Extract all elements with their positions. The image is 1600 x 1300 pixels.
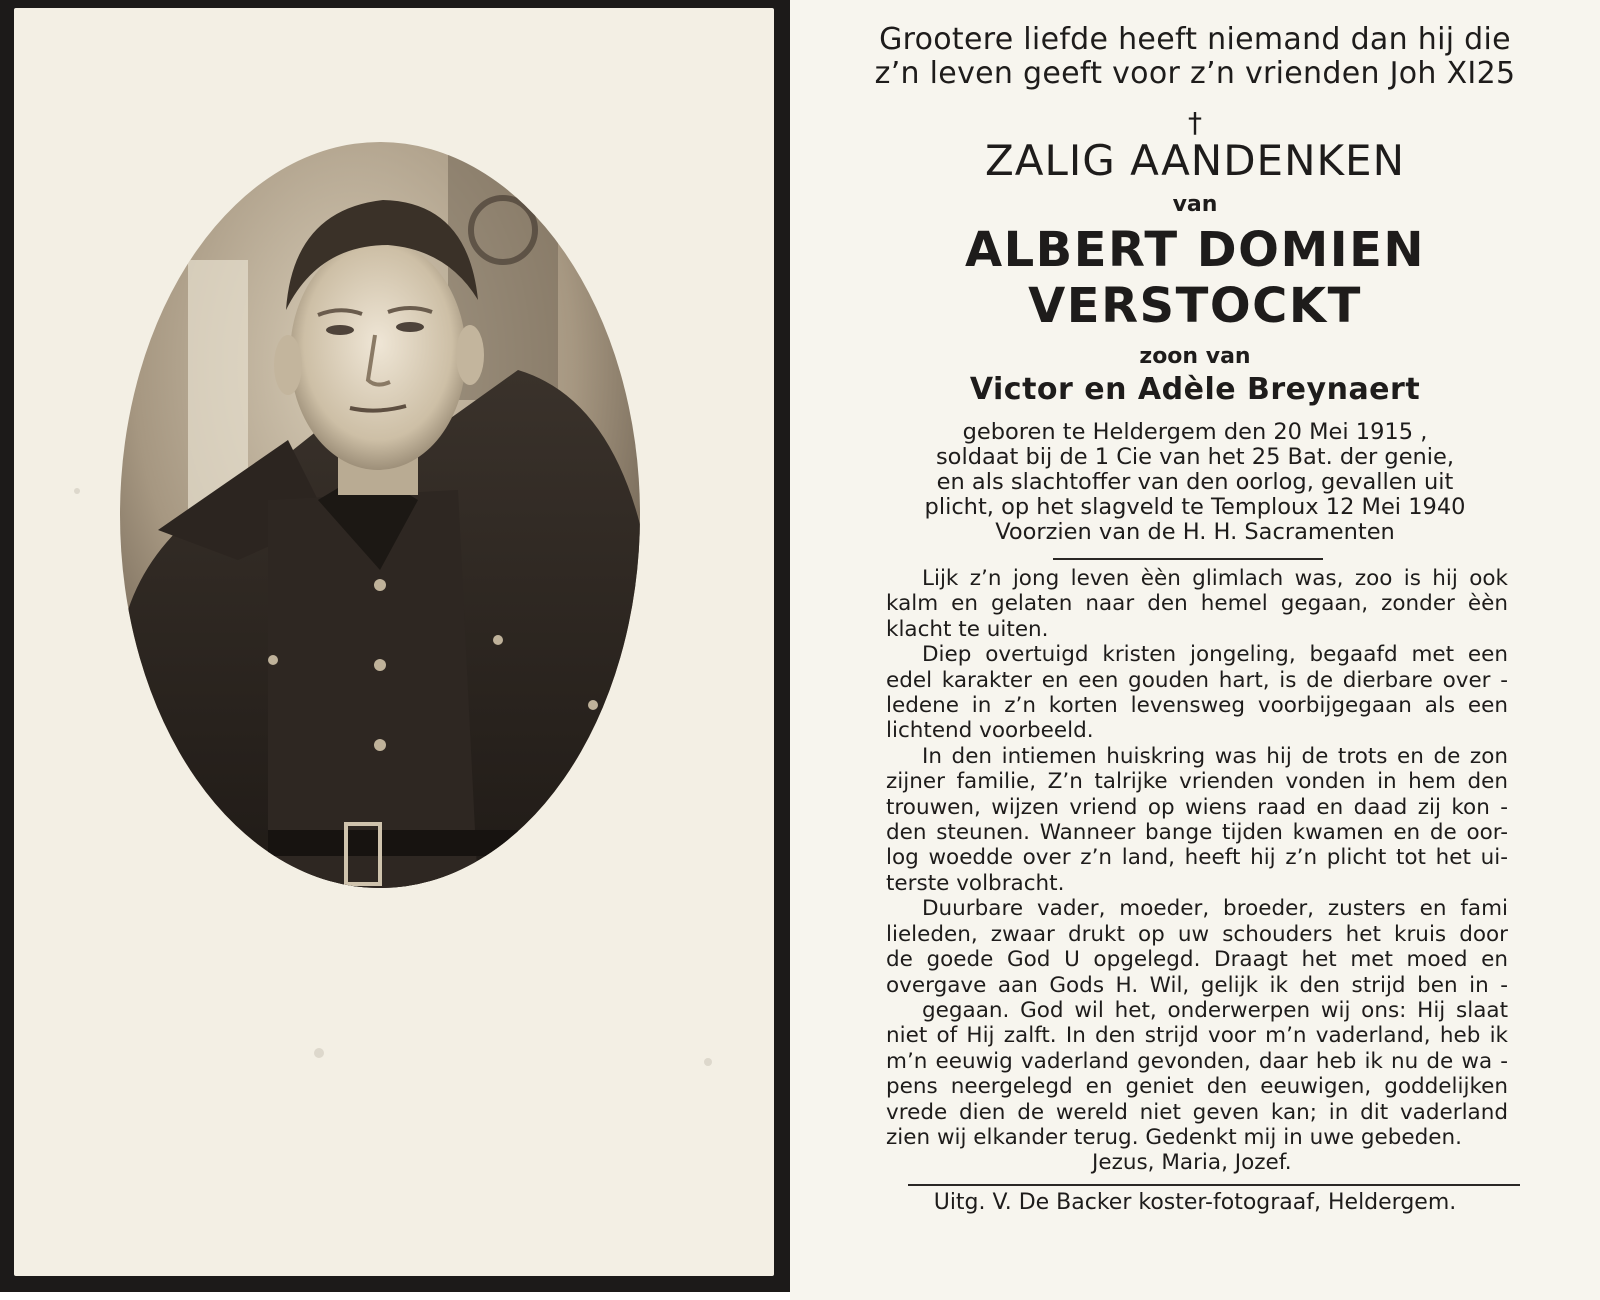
body-line: log woedde over z’n land, heeft hij z’n plicht tot het ui- xyxy=(886,845,1508,871)
details-line: en als slachtoffer van den oorlog, gevallen uit xyxy=(936,469,1454,495)
parents-names: Victor en Adèle Breynaert xyxy=(969,372,1421,407)
closing-invocation: Jezus, Maria, Jozef. xyxy=(1092,1150,1292,1176)
paper-stain xyxy=(704,1058,712,1066)
body-line: overgave aan Gods H. Wil, gelijk ik den strijd ben in - xyxy=(886,972,1508,998)
body-line: gegaan. God wil het, onderwerpen wij ons: Hij slaat xyxy=(922,997,1508,1023)
memorial-heading: ZALIG AANDENKEN xyxy=(984,136,1406,185)
body-line: klacht te uiten. xyxy=(886,616,1049,642)
body-line: Diep overtuigd kristen jongeling, begaafd met een xyxy=(922,642,1508,668)
photo-card xyxy=(0,0,790,1292)
van-label: van xyxy=(1172,192,1218,217)
publisher-credit: Uitg. V. De Backer koster-fotograaf, Heldergem. xyxy=(933,1190,1457,1215)
body-line: m’n eeuwig vaderland gevonden, daar heb ik nu de wa - xyxy=(886,1048,1508,1074)
deceased-name-line-1: ALBERT DOMIEN xyxy=(964,222,1426,278)
body-line: terste volbracht. xyxy=(886,870,1065,896)
body-line: Lijk z’n jong leven èèn glimlach was, zoo is hij ook xyxy=(922,566,1508,591)
divider xyxy=(1053,558,1323,560)
body-line: lichtend voorbeeld. xyxy=(886,718,1094,744)
body-line: kalm en gelaten naar den hemel gegaan, zonder èèn xyxy=(886,591,1508,617)
details-line: Voorzien van de H. H. Sacramenten xyxy=(995,519,1395,545)
zoon-van-label: zoon van xyxy=(1139,344,1251,369)
body-line: In den intiemen huiskring was hij de trots en de zon xyxy=(922,743,1508,769)
motto-line: z’n leven geeft voor z’n vrienden Joh XI25 xyxy=(874,56,1516,91)
divider xyxy=(908,1184,1520,1186)
details-line: plicht, op het slagveld te Temploux 12 Mei 1940 xyxy=(924,494,1466,520)
cross-icon: † xyxy=(1188,106,1202,139)
body-line: zien wij elkander terug. Gedenkt mij in uwe gebeden. xyxy=(886,1124,1462,1150)
motto-line: Grootere liefde heeft niemand dan hij die xyxy=(879,22,1511,57)
paper-stain xyxy=(314,1048,324,1058)
portrait-photo-icon xyxy=(118,140,642,890)
body-line: pens neergelegd en geniet den eeuwigen, goddelijken xyxy=(886,1074,1508,1100)
details-line: geboren te Heldergem den 20 Mei 1915 , xyxy=(962,419,1428,445)
deceased-name-line-2: VERSTOCKT xyxy=(1028,278,1362,334)
body-line: den steunen. Wanneer bange tijden kwamen en de oor- xyxy=(886,820,1508,846)
body-line: Duurbare vader, moeder, broeder, zusters en fami xyxy=(922,896,1508,922)
body-line: niet of Hij zalft. In den strijd voor m’n vaderland, heb ik xyxy=(886,1023,1508,1049)
biographical-details xyxy=(790,420,1600,545)
memorial-text-card xyxy=(790,0,1600,1300)
body-line: ledene in z’n korten levensweg voorbijgegaan als een xyxy=(886,693,1508,719)
body-line: de goede God U opgelegd. Draagt het met moed en xyxy=(886,947,1508,973)
body-line: lieleden, zwaar drukt op uw schouders het kruis door xyxy=(886,921,1508,947)
portrait-photo xyxy=(118,140,642,890)
body-line: edel karakter en een gouden hart, is de dierbare over - xyxy=(886,667,1508,693)
memorial-body-text xyxy=(886,566,1508,1176)
body-line: zijner familie, Z’n talrijke vrienden vonden in hem den xyxy=(886,769,1508,795)
details-line: soldaat bij de 1 Cie van het 25 Bat. der genie, xyxy=(935,444,1455,470)
body-line: trouwen, wijzen vriend op wiens raad en daad zij kon - xyxy=(886,794,1508,820)
paper-stain xyxy=(74,488,80,494)
body-line: vrede dien de wereld niet geven kan; in dit vaderland xyxy=(886,1099,1508,1125)
